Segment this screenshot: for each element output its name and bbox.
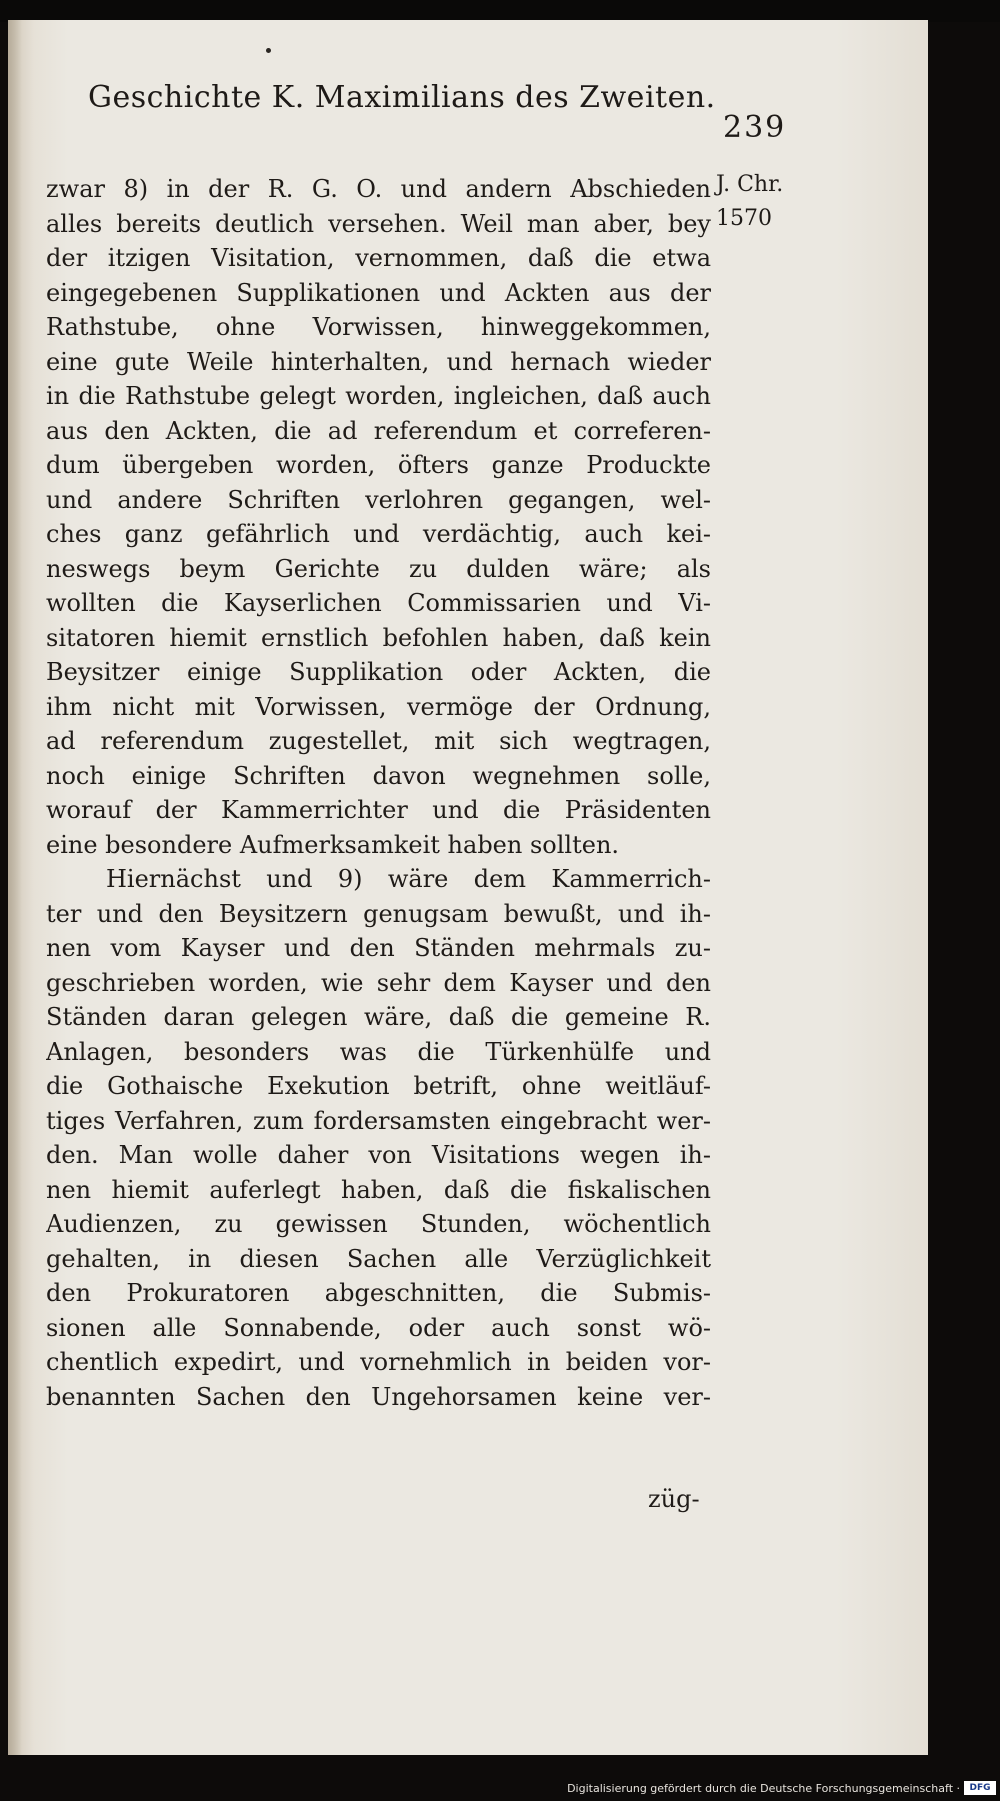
text-line: Ständen daran gelegen wäre, daß die gemeine R. — [46, 1003, 711, 1031]
body-text — [46, 172, 711, 1414]
text-line: noch einige Schriften davon wegnehmen solle, — [46, 761, 711, 790]
text-line: sionen alle Sonnabende, oder auch sonst wö- — [46, 1313, 711, 1342]
catchword: züg- — [648, 1485, 700, 1513]
running-title: Geschichte K. Maximilians des Zweiten. — [88, 80, 716, 115]
text-line: die Gothaische Exekution betrift, ohne weitläuf- — [46, 1072, 711, 1100]
text-line: wollten die Kayserlichen Commissarien und Vi- — [46, 589, 711, 617]
text-line: Audienzen, zu gewissen Stunden, wöchentlich — [46, 1210, 711, 1238]
text-line: in die Rathstube gelegt worden, ingleichen, daß auch — [46, 382, 711, 410]
margin-note-era: J. Chr. — [716, 172, 784, 197]
text-line: geschrieben worden, wie sehr dem Kayser und den — [46, 968, 711, 997]
scan-top-band — [0, 0, 1000, 22]
text-line: den. Man wolle daher von Visitations wegen ih- — [46, 1141, 711, 1169]
text-line: benannten Sachen den Ungehorsamen keine ver- — [46, 1382, 711, 1411]
text-line-paragraph-start: Hiernächst und 9) wäre dem Kammerrich- — [106, 865, 711, 893]
text-line: eine gute Weile hinterhalten, und hernach wieder — [46, 347, 711, 376]
text-line: ter und den Beysitzern genugsam bewußt, und ih- — [46, 899, 711, 928]
text-line: nen hiemit auferlegt haben, daß die fiskalischen — [46, 1175, 711, 1204]
text-line: dum übergeben worden, öfters ganze Produckte — [46, 451, 711, 479]
text-line: Beysitzer einige Supplikation oder Ackten, die — [46, 658, 711, 686]
text-line: ad referendum zugestellet, mit sich wegtragen, — [46, 727, 711, 755]
text-line: zwar 8) in der R. G. O. und andern Abschieden — [46, 175, 711, 203]
text-line: chentlich expedirt, und vornehmlich in beiden vor- — [46, 1348, 711, 1376]
text-line: aus den Ackten, die ad referendum et correferen- — [46, 416, 711, 445]
ink-dot — [266, 48, 271, 53]
dfg-logo-icon: DFG — [964, 1781, 996, 1795]
text-line: gehalten, in diesen Sachen alle Verzüglichkeit — [46, 1244, 711, 1273]
text-line: tiges Verfahren, zum fordersamsten eingebracht wer- — [46, 1106, 711, 1135]
text-line: den Prokuratoren abgeschnitten, die Submis- — [46, 1279, 711, 1307]
text-line: Rathstube, ohne Vorwissen, hinweggekommen, — [46, 313, 711, 341]
text-line: nen vom Kayser und den Ständen mehrmals zu- — [46, 934, 711, 962]
text-line: eingegebenen Supplikationen und Ackten aus der — [46, 278, 711, 307]
book-page — [8, 20, 928, 1755]
text-line: worauf der Kammerrichter und die Präsidenten — [46, 796, 711, 824]
text-line: sitatoren hiemit ernstlich befohlen haben, daß kein — [46, 623, 711, 652]
text-line: neswegs beym Gerichte zu dulden wäre; als — [46, 554, 711, 583]
text-line: und andere Schriften verlohren gegangen, wel- — [46, 485, 711, 514]
margin-note-year: 1570 — [716, 206, 772, 231]
page-gutter-shadow — [8, 20, 22, 1755]
text-line: der itzigen Visitation, vernommen, daß die etwa — [46, 244, 711, 272]
page-number: 239 — [723, 110, 787, 145]
text-line: ihm nicht mit Vorwissen, vermöge der Ordnung, — [46, 692, 711, 721]
digitization-credit: Digitalisierung gefördert durch die Deutsche Forschungsgemeinschaft · — [567, 1782, 960, 1795]
text-line: alles bereits deutlich versehen. Weil man aber, bey — [46, 209, 711, 238]
text-line: Anlagen, besonders was die Türkenhülfe und — [46, 1037, 711, 1066]
text-line: ches ganz gefährlich und verdächtig, auch kei- — [46, 520, 711, 548]
text-line: eine besondere Aufmerksamkeit haben sollten. — [46, 830, 620, 859]
